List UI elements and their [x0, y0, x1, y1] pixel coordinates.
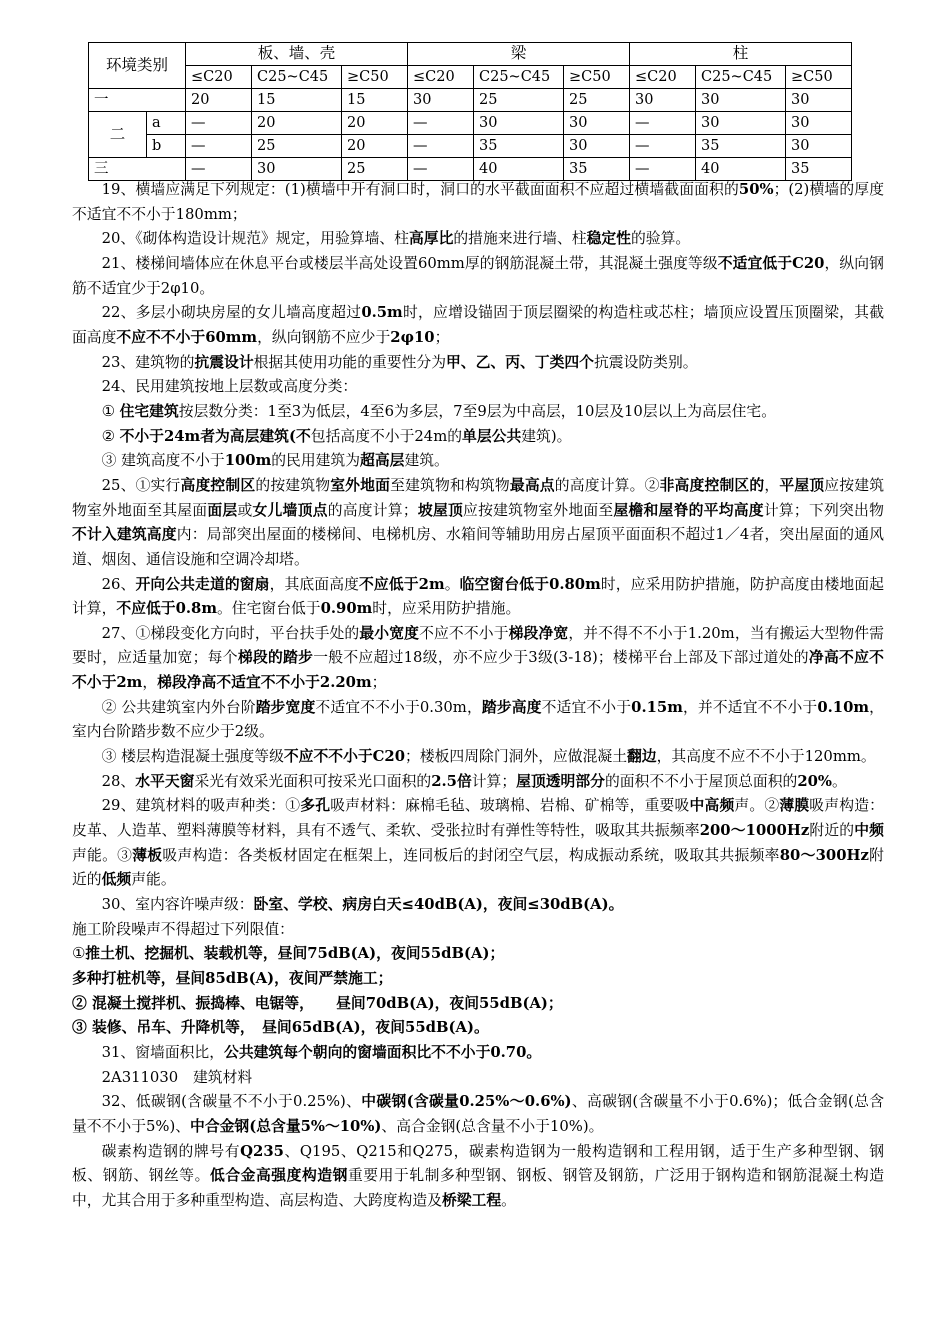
table-cell: 30 — [786, 89, 852, 112]
table-row — [89, 112, 852, 135]
bold-text-run: 抗震设计 — [194, 353, 254, 371]
table-cell: 25 — [342, 158, 408, 181]
text-run: 建筑)。 — [521, 427, 572, 445]
text-run: 不应不不小于 — [419, 624, 509, 642]
text-run: 建筑。 — [404, 452, 449, 470]
table-cell: 30 — [696, 112, 786, 135]
text-run: 附近的 — [809, 822, 855, 840]
paragraph — [72, 696, 884, 745]
grade-header: ≤C20 — [186, 66, 252, 89]
table-row — [89, 89, 852, 112]
paragraph — [72, 992, 884, 1017]
text-run: 施工阶段噪声不得超过下列限值： — [72, 920, 294, 938]
text-run: 不适宜不不小于0.30m， — [315, 698, 482, 716]
bold-text-run: 高度控制区 — [180, 476, 256, 494]
text-run: 。 — [831, 772, 847, 790]
paragraph — [72, 918, 884, 943]
bold-text-run: 甲、乙、丙、丁类四个 — [446, 353, 594, 371]
grade-header: C25~C45 — [696, 66, 786, 89]
env-subcategory-cell: b — [147, 135, 186, 158]
table-cell: — — [408, 135, 474, 158]
bold-text-run: 面层 — [207, 501, 238, 519]
text-run: 21、楼梯间墙体应在休息平台或楼层半高处设置60mm厚的钢筋混凝土带，其混凝土强度等级 — [101, 254, 718, 272]
grade-header: ≥C50 — [342, 66, 408, 89]
text-run: 的验算。 — [630, 230, 691, 248]
text-run: ， — [142, 674, 158, 692]
paragraph — [72, 1066, 884, 1091]
paragraph — [72, 1016, 884, 1041]
paragraph — [72, 449, 884, 474]
text-run: 30、室内容许噪声级： — [101, 896, 254, 914]
table-cell: 30 — [474, 112, 564, 135]
bold-text-run: 不适宜低于C20 — [717, 254, 825, 272]
text-run: 抗震设防类别。 — [593, 353, 698, 371]
bold-text-run: 200～1000Hz — [699, 822, 810, 840]
paragraph — [72, 425, 884, 450]
text-run: 计算；下列突出物 — [763, 501, 884, 519]
bold-text-run: 2φ10 — [390, 328, 435, 346]
bold-text-run: ③ 装修、吊车、升降机等， 昼间65dB(A)，夜间55dB(A)。 — [72, 1019, 489, 1037]
text-run: 一般不应超过18级，亦不应少于3级(3-18)；楼梯平台上部及下部过道处的 — [313, 649, 809, 667]
text-run: ，并不适宜不不小于 — [682, 698, 818, 716]
bold-text-run: 坡屋顶 — [417, 501, 464, 519]
table-cell: — — [630, 158, 696, 181]
grade-header: C25~C45 — [474, 66, 564, 89]
table-cell: 30 — [564, 135, 630, 158]
paragraph — [72, 1090, 884, 1139]
paragraph — [72, 351, 884, 376]
paragraph — [72, 893, 884, 918]
bold-text-run: 室外地面 — [330, 476, 391, 494]
bold-text-run: 中合金钢(总含量5%～10%) — [190, 1117, 382, 1135]
table-header-row — [89, 43, 852, 66]
bold-text-run: 单层公共 — [462, 427, 522, 445]
text-run: 附近的 — [72, 846, 884, 889]
bold-text-run: 桥梁工程 — [441, 1191, 502, 1209]
document-body — [72, 178, 884, 1214]
table-group-header: 板、墙、壳 — [186, 43, 408, 66]
text-run: 声。② — [734, 797, 780, 815]
text-run: 23、建筑物的 — [101, 353, 195, 371]
table-cell: — — [186, 158, 252, 181]
table-cell: 25 — [564, 89, 630, 112]
text-run: ，室内台阶踏步数不应少于2级。 — [72, 698, 884, 741]
bold-text-run: 住宅建筑 — [119, 402, 179, 420]
text-run: 应按建筑物室外地面至其屋面 — [72, 476, 884, 519]
paragraph — [72, 375, 884, 400]
paragraph — [72, 400, 884, 425]
table-corner-cell: 环境类别 — [89, 43, 186, 89]
text-run: 的民用建筑为 — [271, 452, 361, 470]
bold-text-run: 0.10m — [817, 698, 870, 716]
env-subcategory-cell: a — [147, 112, 186, 135]
table-cell: — — [630, 112, 696, 135]
text-run: ，并不得不不小于1.20m，当有搬运大型物件需要时，应适量加宽；每个 — [72, 624, 884, 667]
text-run: 吸声构造：各类板材固定在框架上，连同板后的封闭空气层，构成振动系统，吸取其共振频率 — [162, 846, 780, 864]
paragraph — [72, 1041, 884, 1066]
text-run: 声能。③ — [72, 846, 133, 864]
bold-text-run: 薄膜 — [779, 797, 810, 815]
paragraph — [72, 770, 884, 795]
table-cell: 35 — [786, 158, 852, 181]
text-run: 28、 — [101, 772, 136, 790]
bold-text-run: 屋顶透明部分 — [516, 772, 605, 790]
paragraph — [72, 622, 884, 696]
text-run: 应按建筑物室外地面至 — [463, 501, 614, 519]
bold-text-run: 0.5m — [361, 304, 403, 322]
table-cell: 40 — [474, 158, 564, 181]
text-run: 32、低碳钢(含碳量不不小于0.25%)、 — [101, 1093, 362, 1111]
bold-text-run: 0.15m — [631, 698, 683, 716]
paragraph — [72, 745, 884, 770]
table-cell: 20 — [186, 89, 252, 112]
text-run: 的按建筑物 — [255, 476, 331, 494]
text-run: 26、 — [101, 575, 136, 593]
text-run: 按层数分类：1至3为低层，4至6为多层，7至9层为中高层，10层及10层以上为高层住宅。 — [178, 402, 777, 420]
bold-text-run: 梯段的踏步 — [237, 649, 314, 667]
paragraph — [72, 227, 884, 252]
table-cell: — — [186, 135, 252, 158]
text-run: 25、①实行 — [101, 476, 181, 494]
text-run: 采光有效采光面积可按采光口面积的 — [194, 772, 432, 790]
text-run: 22、多层小砌块房屋的女儿墙高度超过 — [101, 304, 362, 322]
bold-text-run: 踏步宽度 — [255, 698, 316, 716]
cover-thickness-table — [88, 42, 852, 181]
text-run: 的高度计算。② — [554, 476, 660, 494]
bold-text-run: 梯段净高不适宜不不小于2.20m — [157, 674, 372, 692]
text-run: 的面积不不小于屋顶总面积的 — [604, 772, 798, 790]
bold-text-run: 0.90m — [320, 600, 373, 618]
bold-text-run: 高厚比 — [408, 230, 454, 248]
bold-text-run: 不计入建筑高度 — [72, 526, 177, 544]
text-run: 时，应采用防护措施。 — [372, 600, 521, 618]
text-run: ；楼板四周除门洞外，应做混凝土 — [405, 748, 627, 766]
bold-text-run: 50% — [738, 181, 774, 198]
table-cell: 15 — [252, 89, 342, 112]
text-run: 或 — [237, 501, 253, 519]
bold-text-run: 不小于24m者为高层建筑(不 — [119, 427, 311, 445]
text-run: 29、建筑材料的吸声种类：① — [101, 797, 301, 815]
text-run: ； — [434, 328, 450, 346]
table-cell: 30 — [630, 89, 696, 112]
bold-text-run: 多种打桩机等，昼间85dB(A)，夜间严禁施工； — [72, 970, 393, 987]
bold-text-run: 临空窗台低于 — [459, 575, 550, 593]
bold-text-run: 薄板 — [132, 846, 163, 864]
text-run: 计算； — [471, 772, 517, 790]
bold-text-run: 中碳钢(含碳量0.25%～0.6%) — [361, 1093, 572, 1111]
bold-text-run: 最高点 — [509, 476, 555, 494]
bold-text-run: 低频 — [101, 871, 132, 889]
table-cell: — — [630, 135, 696, 158]
table-cell: 30 — [696, 89, 786, 112]
text-run: 、Q195、Q215和Q275，碳素构造钢为一般构造钢和工程用钢，适于生产多种型钢、钢板、钢筋、钢丝等。 — [72, 1142, 884, 1185]
text-run: 。住宅窗台低于 — [217, 600, 321, 618]
bold-text-run: 超高层 — [360, 452, 405, 470]
bold-text-run: 踏步高度 — [481, 698, 542, 716]
text-run: ① — [101, 402, 120, 420]
text-run: 至建筑物和构筑物 — [390, 476, 510, 494]
bold-text-run: 屋檐和屋脊的平均高度 — [613, 501, 764, 519]
text-run: 、高碳钢(含碳量不小于0.6%)；低合金钢(总含量不不小于5%)、 — [72, 1093, 884, 1135]
grade-header: ≤C20 — [408, 66, 474, 89]
bold-text-run: 中高频 — [689, 797, 735, 815]
bold-text-run: ② 混凝土搅拌机、振捣棒、电锯等， 昼间70dB(A)，夜间55dB(A)； — [72, 994, 563, 1012]
table-cell: 20 — [252, 112, 342, 135]
text-run: 时，应增设锚固于顶层圈梁的构造柱或芯柱；墙顶应设置压顶圈梁，其截面高度 — [72, 304, 884, 346]
env-category-cell: 三 — [89, 158, 186, 181]
table-cell: 25 — [252, 135, 342, 158]
text-run: ，纵向钢筋不应少于 — [257, 328, 391, 346]
text-run: 、高合金钢(总含量不小于10%)。 — [381, 1117, 604, 1135]
table-cell: — — [408, 112, 474, 135]
text-run: ② 公共建筑室内外台阶 — [101, 698, 256, 716]
grade-header: C25~C45 — [252, 66, 342, 89]
table-cell: — — [186, 112, 252, 135]
text-run: ，纵向钢筋不适宜少于2φ10。 — [72, 254, 884, 297]
text-run: 碳素构造钢的牌号有 — [101, 1142, 241, 1160]
bold-text-run: 昼间75dB(A)，夜间55dB(A)； — [277, 945, 505, 963]
table-cell: 30 — [786, 112, 852, 135]
text-run: ③ 楼层构造混凝土强度等级 — [101, 748, 284, 766]
text-run: 19、横墙应满足下列规定：(1)横墙中开有洞口时，洞口的水平截面面积不应超过横墙截面面积的 — [101, 181, 739, 198]
table-cell: 35 — [564, 158, 630, 181]
paragraph — [72, 1140, 884, 1214]
bold-text-run: 开向公共走道的窗扇 — [135, 575, 270, 593]
bold-text-run: 不应不不小于C20 — [283, 748, 406, 766]
table-cell: 30 — [252, 158, 342, 181]
table-group-header: 柱 — [630, 43, 852, 66]
text-run: 的措施来进行墙、柱 — [453, 230, 587, 248]
paragraph — [72, 301, 884, 350]
bold-text-run: 推土机、挖掘机、装载机等， — [85, 945, 278, 963]
table-cell: 25 — [474, 89, 564, 112]
bold-text-run: 非高度控制区的 — [659, 476, 765, 494]
table-cell: — — [408, 158, 474, 181]
bold-text-run: 卧室、学校、病房白天≤40dB(A)，夜间≤30dB(A)。 — [253, 896, 624, 914]
text-run: 吸声材料：麻棉毛毡、玻璃棉、岩棉、矿棉等，重要吸 — [330, 797, 690, 815]
text-run: 内：局部突出屋面的楼梯间、电梯机房、水箱间等辅助用房占屋顶平面面积不超过1／4者，突出屋面的通风道、烟囱、通信设施和空调冷却塔。 — [72, 526, 884, 568]
bold-text-run: 0.80m — [549, 575, 601, 593]
bold-text-run: 不应不不小于60mm — [116, 328, 258, 346]
paragraph — [72, 474, 884, 573]
bold-text-run: 不应低于0.8m — [116, 600, 217, 618]
paragraph — [72, 573, 884, 622]
text-run: ，其高度不应不不小于120mm。 — [656, 748, 876, 766]
text-run: ；(2)横墙的厚度不适宜不不小于180mm； — [72, 181, 884, 223]
table-cell: 20 — [342, 135, 408, 158]
text-run: 31、窗墙面积比， — [101, 1043, 225, 1061]
bold-text-run: 80～300Hz — [779, 846, 869, 864]
paragraph — [72, 967, 884, 992]
bold-text-run: 最小宽度 — [359, 624, 420, 642]
table-grade-row — [89, 66, 852, 89]
bold-text-run: 中频 — [854, 822, 884, 840]
text-run: ③ 建筑高度不小于 — [101, 452, 225, 470]
grade-header: ≥C50 — [564, 66, 630, 89]
text-run: 27、①梯段变化方向时，平台扶手处的 — [101, 624, 360, 642]
bold-text-run: 100m — [224, 452, 272, 470]
bold-text-run: 多孔 — [300, 797, 331, 815]
table-cell: 35 — [474, 135, 564, 158]
text-run: ； — [371, 674, 387, 692]
paragraph — [72, 178, 884, 227]
text-run: 24、民用建筑按地上层数或高度分类： — [101, 378, 358, 396]
table-cell: 15 — [342, 89, 408, 112]
table-group-header: 梁 — [408, 43, 630, 66]
bold-text-run: 低合金高强度构造钢 — [209, 1167, 348, 1185]
bold-text-run: 翻边 — [627, 748, 657, 766]
text-run: 的高度计算； — [327, 501, 418, 519]
bold-text-run: 净高不应不不小于2m — [72, 649, 884, 692]
table-cell: 20 — [342, 112, 408, 135]
bold-text-run: 20% — [797, 772, 832, 790]
text-run: ① — [72, 945, 86, 963]
paragraph — [72, 252, 884, 301]
bold-text-run: 女儿墙顶点 — [252, 501, 328, 519]
text-run: 重要用于轧制多种型钢、钢板、钢管及钢筋，广泛用于钢构造和钢筋混凝土构造中，尤其合用于多种重型构造、高层构造、大跨度构造及 — [72, 1167, 884, 1209]
paragraph — [72, 942, 884, 967]
bold-text-run: 稳定性 — [586, 230, 631, 248]
bold-text-run: 梯段净宽 — [508, 624, 569, 642]
bold-text-run: 水平天窗 — [135, 772, 195, 790]
bold-text-run: 平屋顶 — [779, 476, 825, 494]
text-run: ， — [764, 476, 780, 494]
paragraph — [72, 794, 884, 893]
text-run: ，其底面高度 — [269, 575, 360, 593]
text-run: 20、《砌体构造设计规范》规定，用验算墙、柱 — [101, 230, 409, 248]
bold-text-run: Q235 — [240, 1142, 284, 1160]
bold-text-run: 不应低于2m — [359, 575, 445, 593]
text-run: 时，应采用防护措施，防护高度由楼地面起计算， — [72, 575, 884, 618]
table-cell: 30 — [408, 89, 474, 112]
env-category-cell: 二 — [89, 112, 147, 158]
text-run: 吸声构造：皮革、人造革、塑料薄膜等材料，具有不透气、柔软、受张拉时有弹性等特性，吸取其共振频率 — [72, 797, 884, 840]
text-run: 声能。 — [131, 871, 176, 889]
table-cell: 35 — [696, 135, 786, 158]
text-run: 2A311030 建筑材料 — [101, 1068, 253, 1086]
table-cell: 30 — [564, 112, 630, 135]
text-run: 不适宜不小于 — [541, 698, 632, 716]
bold-text-run: 2.5倍 — [431, 772, 472, 790]
grade-header: ≥C50 — [786, 66, 852, 89]
table-row — [89, 135, 852, 158]
text-run: 。 — [444, 575, 460, 593]
env-category-cell: 一 — [89, 89, 186, 112]
table-cell: 30 — [786, 135, 852, 158]
text-run: 包括高度不小于24m的 — [310, 427, 463, 445]
bold-text-run: 公共建筑每个朝向的窗墙面积比不不小于0.70。 — [224, 1043, 542, 1061]
grade-header: ≤C20 — [630, 66, 696, 89]
table-cell: 40 — [696, 158, 786, 181]
text-run: 。 — [501, 1191, 516, 1209]
text-run: 根据其使用功能的重要性分为 — [253, 353, 446, 371]
text-run: ② — [101, 427, 120, 445]
